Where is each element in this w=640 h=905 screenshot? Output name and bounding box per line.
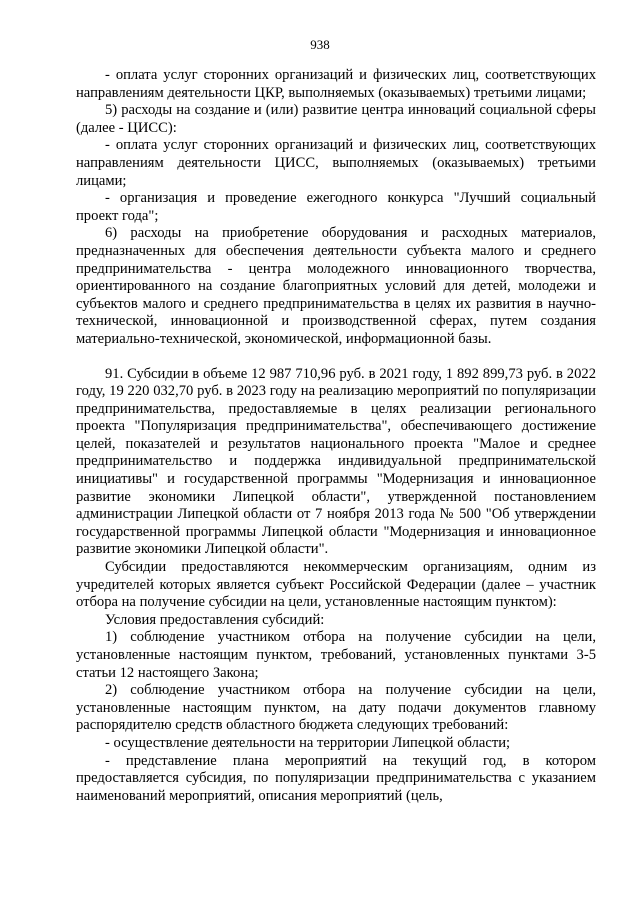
paragraph: 2) соблюдение участником отбора на получение субсидии на цели, установленные настоящим пунктом, на дату подачи документов главному распорядителю средств областного бюджета следующих требований: [76, 682, 596, 734]
paragraph: 5) расходы на создание и (или) развитие центра инноваций социальной сферы (далее - ЦИСС): [76, 102, 596, 136]
paragraph: 6) расходы на приобретение оборудования и расходных материалов, предназначенных для обеспечения деятельности субъекта малого и среднего предпринимательства - центра молодежного инновационного творчества, ориентированного на создание благоприятных условий для детей, молодежи и субъектов малого и среднего предпринимательства в целях их развития в научно-технической, инновационной и производственной сферах, путем создания материально-технической, экономической, информационной базы. [76, 225, 596, 347]
document-body [76, 67, 596, 805]
page-number: 938 [310, 37, 330, 52]
paragraph: - осуществление деятельности на территории Липецкой области; [105, 734, 511, 751]
paragraph: - представление плана мероприятий на текущий год, в котором предоставляется субсидия, по популяризации предпринимательства с указанием наименований мероприятий, описания мероприятий (цель, [76, 752, 596, 804]
paragraph: 91. Субсидии в объеме 12 987 710,96 руб. в 2021 году, 1 892 899,73 руб. в 2022 году, 19 220 032,70 руб. в 2023 году на реализацию мероприятий по популяризации предпринимательства, предоставляемые в целях реализации регионального проекта "Популяризация предпринимательства", обеспечивающего достижение целей, показателей и результатов национального проекта "Малое и среднее предпринимательство и поддержка индивидуальной предпринимательской инициативы" и государственной программы "Модернизация и инновационное развитие экономики Липецкой области", утвержденной постановлением администрации Липецкой области от 7 ноября 2013 года № 500 "Об утверждении государственной программы Липецкой области "Модернизация и инновационное развитие экономики Липецкой области". [76, 365, 596, 558]
paragraph: 1) соблюдение участником отбора на получение субсидии на цели, установленные настоящим пунктом, требований, установленных пунктами 3-5 статьи 12 настоящего Закона; [76, 629, 596, 681]
paragraph: - организация и проведение ежегодного конкурса "Лучший социальный проект года"; [76, 190, 596, 224]
paragraph: - оплата услуг сторонних организаций и физических лиц, соответствующих направлениям деятельности ЦИСС, выполняемых (оказываемых) третьими лицами; [76, 137, 596, 189]
paragraph: Условия предоставления субсидий: [105, 611, 325, 628]
paragraph: - оплата услуг сторонних организаций и физических лиц, соответствующих направлениям деятельности ЦКР, выполняемых (оказываемых) третьими лицами; [76, 67, 596, 101]
paragraph: Субсидии предоставляются некоммерческим организациям, одним из учредителей которых является субъект Российской Федерации (далее – участник отбора на получение субсидии на цели, установленные настоящим пунктом): [76, 559, 596, 611]
